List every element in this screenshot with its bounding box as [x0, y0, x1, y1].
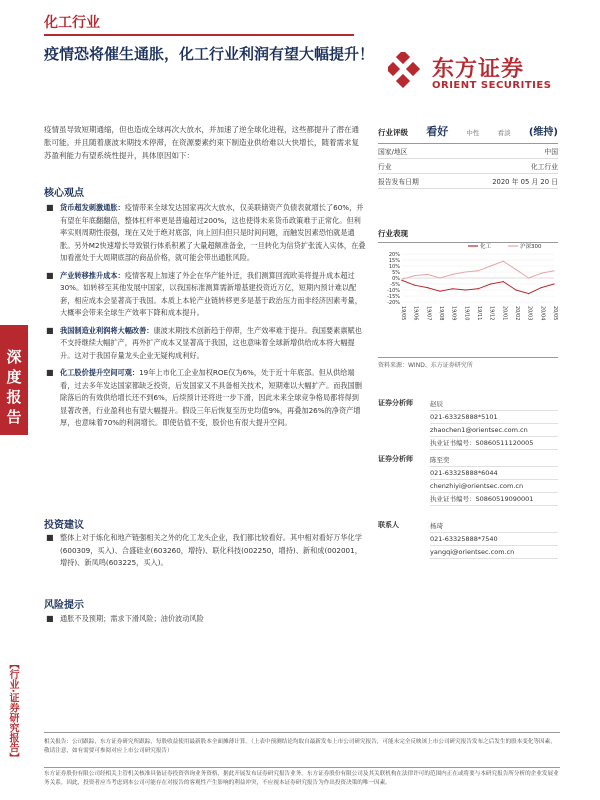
data-point: [541, 273, 542, 274]
rating-label: 行业评级: [378, 128, 408, 137]
perf-title: 行业表现: [378, 228, 558, 243]
risk-list: [44, 613, 366, 631]
contact-role: 联系人: [378, 521, 399, 529]
analyst-phone: 021-63325888*6044: [430, 467, 558, 480]
data-point: [490, 283, 491, 284]
list-item: [44, 270, 366, 320]
x-tick-label: 19/10: [463, 306, 470, 321]
data-point: [452, 288, 453, 289]
bullet-icon: ■: [46, 203, 54, 212]
rating-main-row: [378, 121, 558, 144]
bullet-heading: 化工股价提升空间可观：: [60, 368, 140, 377]
x-tick-label: 20/02: [514, 306, 520, 321]
list-item: [44, 532, 366, 570]
bullet-text: 康波末期技术创新趋于停滞，生产效率难于提升。我国要素禀赋也不支持继续大幅扩产，再外扩产成本又显著高于我国，这也意味着全球新增供给成本将大幅提升。这对于我国存量龙头企业无疑构成利好。: [60, 325, 362, 360]
bullet-text: 疫情带来全球发达国家再次大放水，仅美联储资产负债表就增长了60%，并有望在年底翻翻倍，整体杠杆率更是普遍超过200%，这也使得未来货币政策难于正常化。但利率实则周期性很强，现在又处于绝对底部，向上回归但只是时间问题，而触发因素恐怕就是通胀。另外M2快速增长导致银行体系积累了大量超额准备金，一旦转化为信贷扩张流入实体，在叠加看涨处于大周期底部的商品价格，就可能会带出通胀风险。: [60, 203, 366, 262]
data-point: [503, 261, 504, 262]
data-point: [528, 293, 529, 294]
analyst-block: [378, 398, 558, 450]
analyst-phone: 021-63325888*5101: [430, 411, 558, 424]
meta-value: 中国: [544, 148, 558, 156]
data-point: [427, 287, 428, 288]
meta-key: 国家/地区: [378, 148, 408, 156]
bullet-heading: 产业转移推升成本：: [60, 270, 125, 280]
data-point: [401, 280, 402, 281]
rating-opt-neutral: 中性: [466, 129, 480, 137]
footer-divider: [44, 732, 560, 733]
data-point: [515, 269, 516, 270]
meta-row: [378, 159, 558, 174]
logo-mark-icon: [388, 52, 424, 88]
data-point: [541, 287, 542, 288]
logo-en-text: ORIENT SECURITIES: [432, 80, 552, 91]
chart-source: 资料来源：WIND、东方证券研究所: [378, 357, 558, 369]
data-point: [490, 265, 491, 266]
bullet-icon: ■: [46, 614, 54, 623]
analyst-role: 证券分析师: [378, 399, 413, 407]
bullet-icon: ■: [46, 325, 54, 335]
disclaimer: 东方证券股份有限公司经相关主管机关核准具备证券投资咨询业务资格，据此开展发布证券研究报告业务。东方证券股份有限公司及其关联机构在法律许可的范围内正在或将要与本研究报告所分析的企业发展业务关系。因此，投资者应当考虑到本公司可能存在对报告的客观性产生影响的利益冲突，不应视本证券研究报告为作出投资决策的唯一因素。: [44, 767, 560, 788]
y-tick-label: -10%: [387, 287, 400, 294]
industry-label: 化工行业: [44, 15, 100, 31]
y-tick-label: 15%: [388, 257, 400, 264]
contact-block: [378, 520, 558, 559]
x-tick-label: 19/09: [450, 306, 457, 321]
analyst-email[interactable]: chenzhiyi@orientsec.com.cn: [430, 480, 558, 493]
y-tick-label: 20%: [388, 251, 400, 258]
data-point: [439, 291, 440, 292]
data-point: [427, 274, 428, 275]
contact-email[interactable]: yangqi@orientsec.com.cn: [430, 546, 558, 559]
data-point: [477, 270, 478, 271]
list-item: [44, 367, 366, 430]
risk-text: 通胀不及预期；需求下滑风险；油价波动风险: [60, 614, 204, 623]
meta-row: [378, 144, 558, 159]
series-line-0: [402, 280, 554, 293]
report-type-text: 深度报告: [6, 348, 22, 426]
data-point: [515, 289, 516, 290]
risk-heading: 风险提示: [44, 600, 84, 611]
header-rule: [44, 34, 354, 36]
data-point: [465, 289, 466, 290]
industry-performance-chart: [378, 240, 558, 340]
y-tick-label: -5%: [390, 281, 400, 288]
analyst-license: 执业证书编号：S0860511120005: [430, 437, 558, 450]
intro-text: 疫情虽导致短期通缩，但也造成全球再次大放水，并加速了逆全球化进程，这些都提升了潜在通胀可能。并且随着康波末期技术停滞，在资源要素约束下制造业供给难以大快增长，随着需求复苏盈利能力有望系统性提升，具体原因如下：: [44, 125, 359, 160]
y-tick-label: 5%: [392, 269, 400, 276]
x-tick-label: 19/12: [488, 306, 495, 321]
bullet-text: 19年上市化工企业加权ROE仅为6%，处于近十年底部。但从供给端看，过去多年发达国家都缺乏投资，后发国家又不具备相关技术，短期难以大幅扩产。而我国删除落后的有效供给增长还不到6%，后续预计还将进一步下滑，因此未来全球竞争格局都将得到显著改善，行业盈利也有望大幅提升。假设三年后恢复至历史均值9%，再叠加26%的净资产增厚，也意味着70%的利润增长。即使估值不变，股价也有很大提升空间。: [60, 368, 362, 427]
invest-list: [44, 532, 366, 575]
data-point: [503, 281, 504, 282]
list-item: [44, 325, 366, 363]
legend-label: 化工: [480, 244, 492, 250]
invest-text: 整体上对于炼化和地产链强相关之外的化工龙头企业，我们都比较看好。其中相对看好万华化学(600309，买入)、合盛硅业(603260，增持)、联化科技(002250，增持)、新和成(002001，增持)、新凤鸣(603225，买入)。: [60, 533, 362, 567]
data-point: [452, 274, 453, 275]
orient-securities-logo: [388, 50, 568, 100]
invest-heading: 投资建议: [44, 520, 84, 531]
bullet-icon: ■: [46, 270, 54, 280]
x-tick-label: 20/05: [552, 306, 558, 321]
y-tick-label: 10%: [388, 263, 400, 270]
legend-label: 沪深300: [520, 244, 542, 250]
data-point: [401, 279, 402, 280]
y-tick-label: 0%: [392, 275, 400, 282]
list-item: [44, 613, 366, 626]
x-tick-label: 19/07: [425, 306, 432, 321]
x-tick-label: 19/05: [400, 306, 406, 321]
report-category-vertical: 【行业·证券研究报告】: [7, 659, 18, 763]
list-item: [44, 202, 366, 265]
y-tick-label: -15%: [387, 293, 400, 300]
analyst-block: [378, 454, 558, 506]
analyst-role: 证券分析师: [378, 455, 413, 463]
related-note: 相关报告：公司跟踪，东方证券研究所跟踪，每股收益使用最新股本全面摊薄计算。（上表中预测结论均取自最新发布上市公司研究报告，可能未完全反映该上市公司研究报告发布之后发生的股本变化等因素，敬请注意，如有需要可参阅对应上市公司研究报告）: [44, 739, 556, 754]
intro-block: [44, 123, 366, 162]
y-tick-label: -20%: [387, 299, 400, 306]
x-tick-label: 20/03: [526, 306, 533, 321]
x-tick-label: 19/08: [438, 306, 444, 321]
analyst-name: 陈至奕: [430, 454, 558, 467]
bullet-heading: 货币超发刺激通胀：: [60, 203, 125, 212]
analyst-email[interactable]: zhaochen1@orientsec.com.cn: [430, 424, 558, 437]
data-point: [414, 285, 415, 286]
data-point: [553, 270, 554, 271]
data-point: [439, 277, 440, 278]
core-view-heading: 核心观点: [44, 188, 84, 199]
bullet-heading: 我国制造业利润将大幅改善：: [60, 325, 154, 335]
meta-key: 行业: [378, 163, 392, 171]
rating-box: [378, 121, 558, 189]
analyst-name: 赵辰: [430, 398, 558, 411]
meta-value: 2020 年 05 月 20 日: [492, 178, 558, 186]
core-view-list: [44, 202, 366, 435]
contact-name: 杨琦: [430, 520, 558, 533]
data-point: [465, 271, 466, 272]
meta-key: 报告发布日期: [378, 178, 419, 186]
data-point: [477, 288, 478, 289]
analyst-license: 执业证书编号：S0860519090001: [430, 493, 558, 506]
rating-opt-bearish: 看淡: [497, 129, 511, 137]
rating-value: 看好: [426, 125, 449, 138]
report-type-tag: [0, 325, 28, 435]
contact-phone: 021-63325888*7540: [430, 533, 558, 546]
data-point: [553, 283, 554, 284]
x-tick-label: 19/06: [412, 306, 419, 321]
meta-value: 化工行业: [530, 163, 558, 171]
rating-keep: (维持): [528, 127, 558, 138]
data-point: [414, 275, 415, 276]
x-tick-label: 20/01: [501, 306, 508, 321]
report-title: 疫情恐将催生通胀，化工行业利润有望大幅提升！: [44, 45, 375, 63]
x-tick-label: 20/04: [539, 306, 546, 321]
data-point: [528, 277, 529, 278]
bullet-icon: ■: [46, 533, 54, 542]
bullet-icon: ■: [46, 368, 54, 377]
meta-row: [378, 174, 558, 189]
x-tick-label: 19/11: [476, 306, 482, 321]
logo-cn-text: 东方证券: [432, 57, 525, 82]
bullet-text: 疫情客观上加速了外企在华产能外迁，我们测算回流欧美将提升成本超过30%。如转移至其他发展中国家，以我国标准测算需新增基建投资近万亿，短期内预计难以配套，相应成本会显著高于我国。本质上本轮产业链转移更多是基于政治压力而非经济因素考量，大概率会带来全球生产效率下降和成本提升。: [60, 270, 362, 317]
